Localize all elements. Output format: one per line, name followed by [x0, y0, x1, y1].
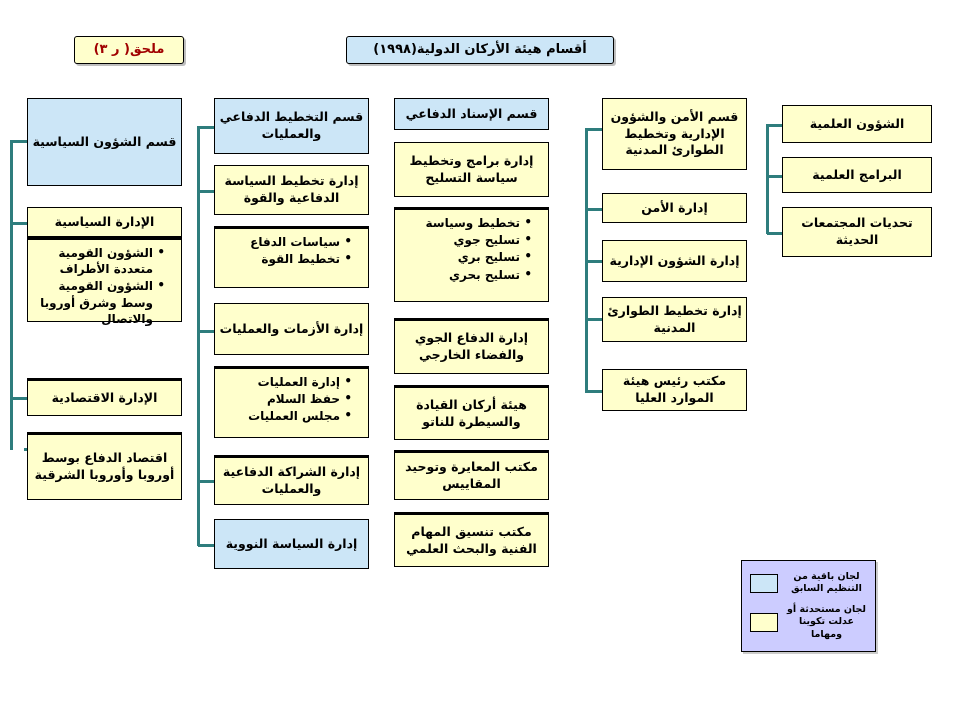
node-defense-planning-head[interactable]: قسم التخطيط الدفاعي والعمليات [214, 98, 369, 154]
legend [741, 560, 876, 652]
legend-label-new: لجان مستحدثة أو عدلت تكوينا ومهاما [787, 603, 866, 640]
node-armament-programs[interactable]: إدارة برامج وتخطيط سياسة التسليح [394, 142, 549, 197]
node-political-admin[interactable]: الإدارة السياسية [27, 207, 182, 237]
node-political-defense-economy[interactable]: اقتصاد الدفاع بوسط أوروبا وأوروبا الشرقية [27, 432, 182, 500]
node-operations-bullets[interactable] [214, 366, 369, 438]
node-defense-policy-bullets[interactable] [214, 226, 369, 288]
node-political-head[interactable]: قسم الشؤون السياسية [27, 98, 182, 186]
connector-security-3 [586, 318, 602, 321]
connector-security-4 [586, 390, 602, 393]
legend-swatch-yellow-icon [750, 613, 778, 632]
node-defense-partnership[interactable]: إدارة الشراكة الدفاعية والعمليات [214, 455, 369, 505]
node-scientific-programs[interactable]: البرامج العلمية [782, 157, 932, 193]
connector-political-1 [11, 222, 27, 225]
node-defense-support-head[interactable]: قسم الإسناد الدفاعي [394, 98, 549, 130]
node-defense-policy-planning[interactable]: إدارة تخطيط السياسة الدفاعية والقوة [214, 165, 369, 215]
connector-scientific-head [767, 124, 782, 127]
connector-defense-head [198, 126, 214, 129]
list-item: • تسليح جوي [401, 232, 532, 248]
node-political-economic-admin[interactable]: الإدارة الاقتصادية [27, 378, 182, 416]
node-crisis-operations[interactable]: إدارة الأزمات والعمليات [214, 303, 369, 355]
node-c2-staff[interactable]: هيئة أركان القيادة والسيطرة للناتو [394, 385, 549, 440]
node-senior-resources-office[interactable]: مكتب رئيس هيئة الموارد العليا [602, 369, 747, 411]
node-scientific-head[interactable]: الشؤون العلمية [782, 105, 932, 143]
connector-scientific-2 [767, 232, 782, 235]
node-admin-affairs[interactable]: إدارة الشؤون الإدارية [602, 240, 747, 282]
legend-row-existing [750, 571, 867, 596]
connector-political-3 [11, 397, 27, 400]
node-civil-emergency-planning[interactable]: إدارة تخطيط الطوارئ المدنية [602, 297, 747, 342]
appendix-label: ملحق( ر ٣) [74, 36, 184, 64]
connector-defense-3 [198, 480, 214, 483]
node-security-head[interactable]: قسم الأمن والشؤون الإدارية وتخطيط الطوارئ المدنية [602, 98, 747, 170]
legend-row-new [750, 604, 867, 641]
connector-defense-1 [198, 190, 214, 193]
list-item: • حفظ السلام [221, 391, 352, 407]
node-political-national-affairs[interactable] [27, 237, 182, 326]
connector-defense-2 [198, 330, 214, 333]
connector-scientific-1 [767, 175, 782, 178]
connector-political-spine [10, 140, 13, 450]
legend-label-existing: لجان باقية من التنظيم السابق [791, 571, 862, 595]
connector-political-head [11, 140, 27, 143]
list-item: • مجلس العمليات [221, 408, 352, 424]
page-title: أقسام هيئة الأركان الدولية(١٩٩٨) [346, 36, 614, 64]
list-item: • سياسات الدفاع [221, 234, 352, 250]
connector-security-head [586, 128, 602, 131]
list-item: • تسليح بري [401, 249, 532, 265]
node-security-dept[interactable]: إدارة الأمن [602, 193, 747, 223]
connector-defense-spine [197, 126, 200, 546]
node-armament-bullets[interactable] [394, 207, 549, 302]
connector-security-1 [586, 208, 602, 211]
legend-swatch-blue-icon [750, 574, 778, 593]
list-item: • تخطيط وسياسة [401, 215, 532, 231]
node-air-defense[interactable]: إدارة الدفاع الجوي والفضاء الخارجي [394, 318, 549, 374]
connector-defense-4 [198, 544, 214, 547]
node-research-coordination-office[interactable]: مكتب تنسيق المهام الفنية والبحث العلمي [394, 512, 549, 567]
connector-scientific-spine [766, 124, 769, 234]
list-item: • الشؤون القومية وسط وشرق أوروبا والاتصال [34, 278, 165, 327]
connector-security-2 [586, 260, 602, 263]
node-standardization-office[interactable]: مكتب المعايرة وتوحيد المقاييس [394, 450, 549, 500]
node-modern-society-challenges[interactable]: تحديات المجتمعات الحديثة [782, 207, 932, 257]
node-nuclear-policy[interactable]: إدارة السياسة النووية [214, 519, 369, 569]
list-item: • الشؤون القومية متعددة الأطراف [34, 245, 165, 277]
list-item: • تخطيط القوة [221, 251, 352, 267]
list-item: • تسليح بحري [401, 267, 532, 283]
list-item: • إدارة العمليات [221, 374, 352, 390]
